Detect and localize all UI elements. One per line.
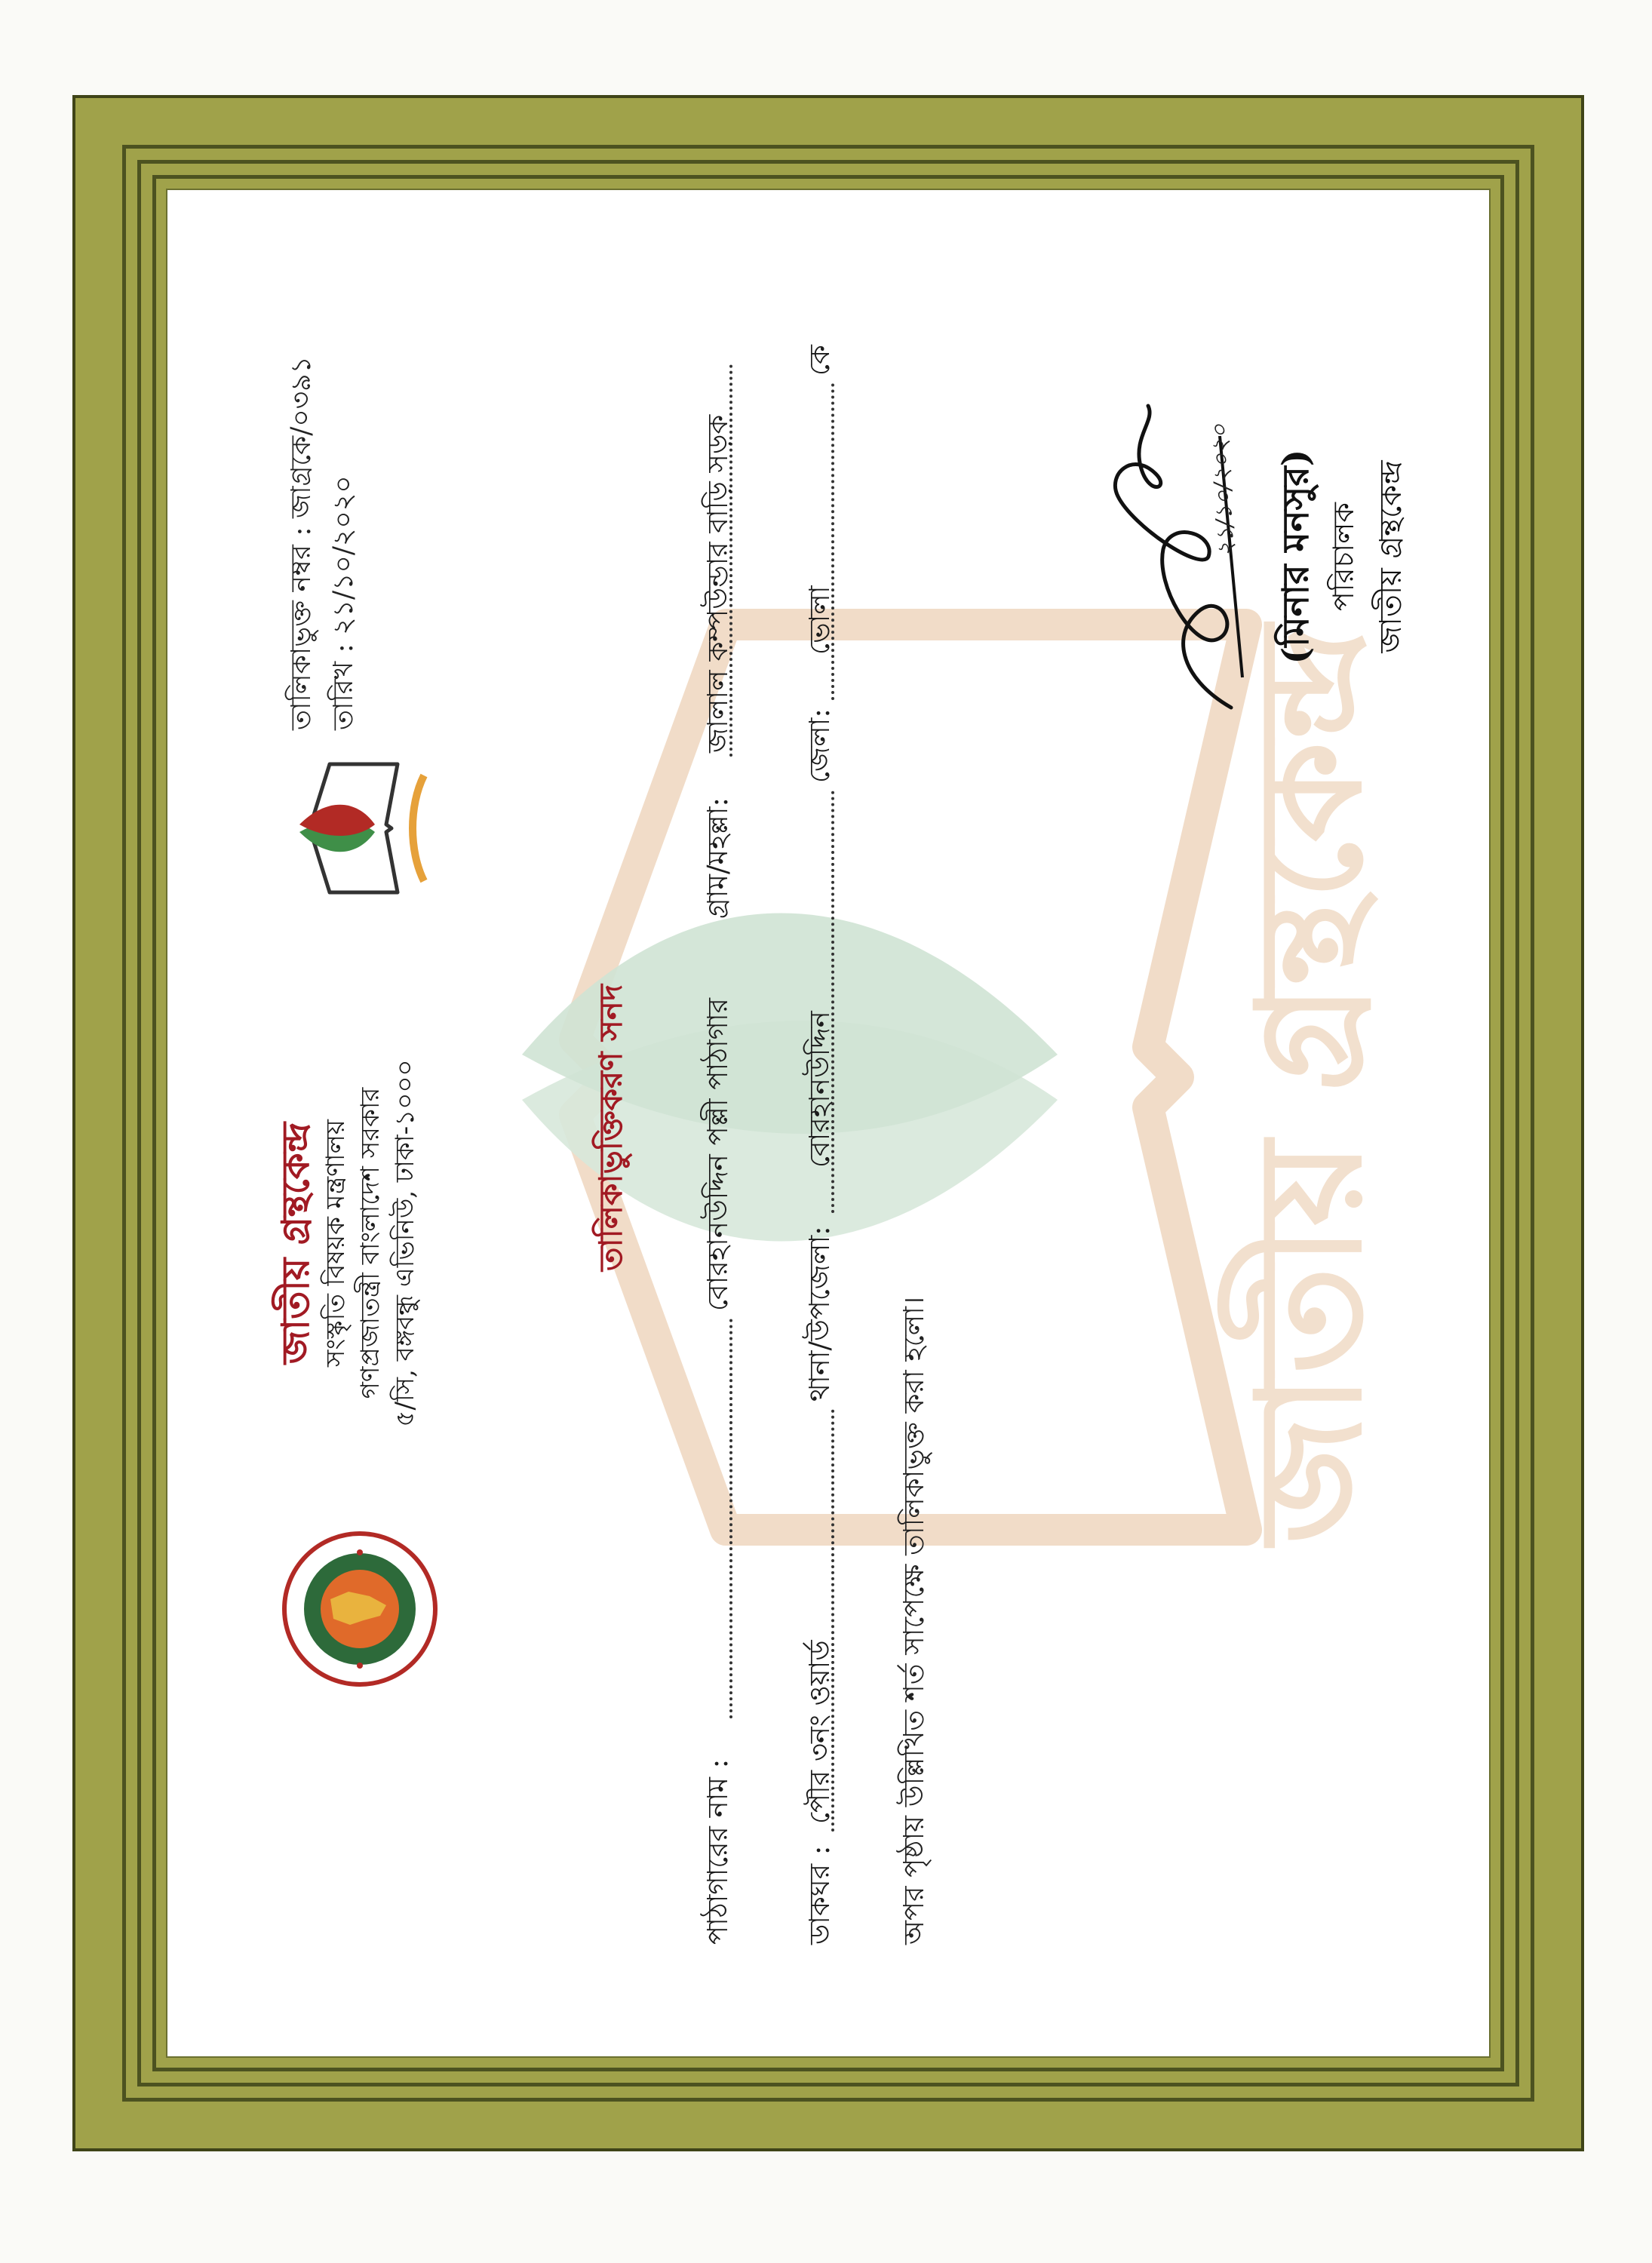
thana-value: বোরহানউদ্দিন bbox=[803, 1011, 836, 1168]
village-label: গ্রাম/মহল্লা: bbox=[702, 797, 734, 919]
ministry-name: সংস্কৃতি বিষয়ক মন্ত্রণালয় bbox=[321, 1119, 351, 1367]
village-value: জালাল কম্পউন্ডার বাড়ি সড়ক bbox=[702, 414, 734, 753]
government-name: গণপ্রজাতন্ত্রী বাংলাদেশ সরকার bbox=[355, 1087, 385, 1399]
library-name-value: বোরহানউদ্দিন পল্লী পাঠাগার bbox=[702, 997, 734, 1311]
thana-label: থানা/উপজেলা: bbox=[803, 1226, 836, 1402]
enlistment-number: তালিকাভুক্ত নম্বর : জাগ্রকে/০৩৯১ bbox=[286, 356, 317, 730]
certificate-footer-text: অপর পৃষ্ঠায় উল্লিখিত শর্ত সাপেক্ষে তালিকাভুক্ত করা হলো। bbox=[898, 1296, 930, 1945]
library-name-label: পাঠাগারের নাম : bbox=[702, 1758, 734, 1945]
post-office-value: পৌর ৩নং ওয়ার্ড bbox=[803, 1640, 836, 1824]
certificate-title: তালিকাভুক্তিকরণ সনদ bbox=[592, 984, 629, 1272]
certificate-content bbox=[167, 190, 1498, 2065]
watermark-text: জাতীয় গ্রন্থকেন্দ্র bbox=[1225, 625, 1393, 1544]
signatory-name: (মিনার মনসুর) bbox=[1275, 449, 1317, 665]
certificate-frame bbox=[72, 95, 1584, 2151]
certificate-paper bbox=[166, 189, 1491, 2058]
signatory-organization: জাতীয় গ্রন্থকেন্দ্র bbox=[1374, 460, 1408, 653]
signature-date: ২১/১০/২০২০ bbox=[1206, 423, 1240, 557]
organization-title: জাতীয় গ্রন্থকেন্দ্র bbox=[273, 1122, 318, 1365]
signature-block bbox=[1088, 361, 1450, 753]
issue-date: তারিখ : ২১/১০/২০২০ bbox=[328, 475, 359, 730]
district-value: ভোলা bbox=[803, 585, 836, 655]
signatory-role: পরিচালক bbox=[1327, 502, 1360, 611]
district-suffix: কে bbox=[803, 345, 836, 376]
organization-address: ৫/সি, বঙ্গবন্ধু এভিনিউ, ঢাকা-১০০০ bbox=[390, 1059, 420, 1427]
district-label: জেলা: bbox=[803, 708, 836, 783]
post-office-label: ডাকঘর : bbox=[803, 1845, 836, 1945]
